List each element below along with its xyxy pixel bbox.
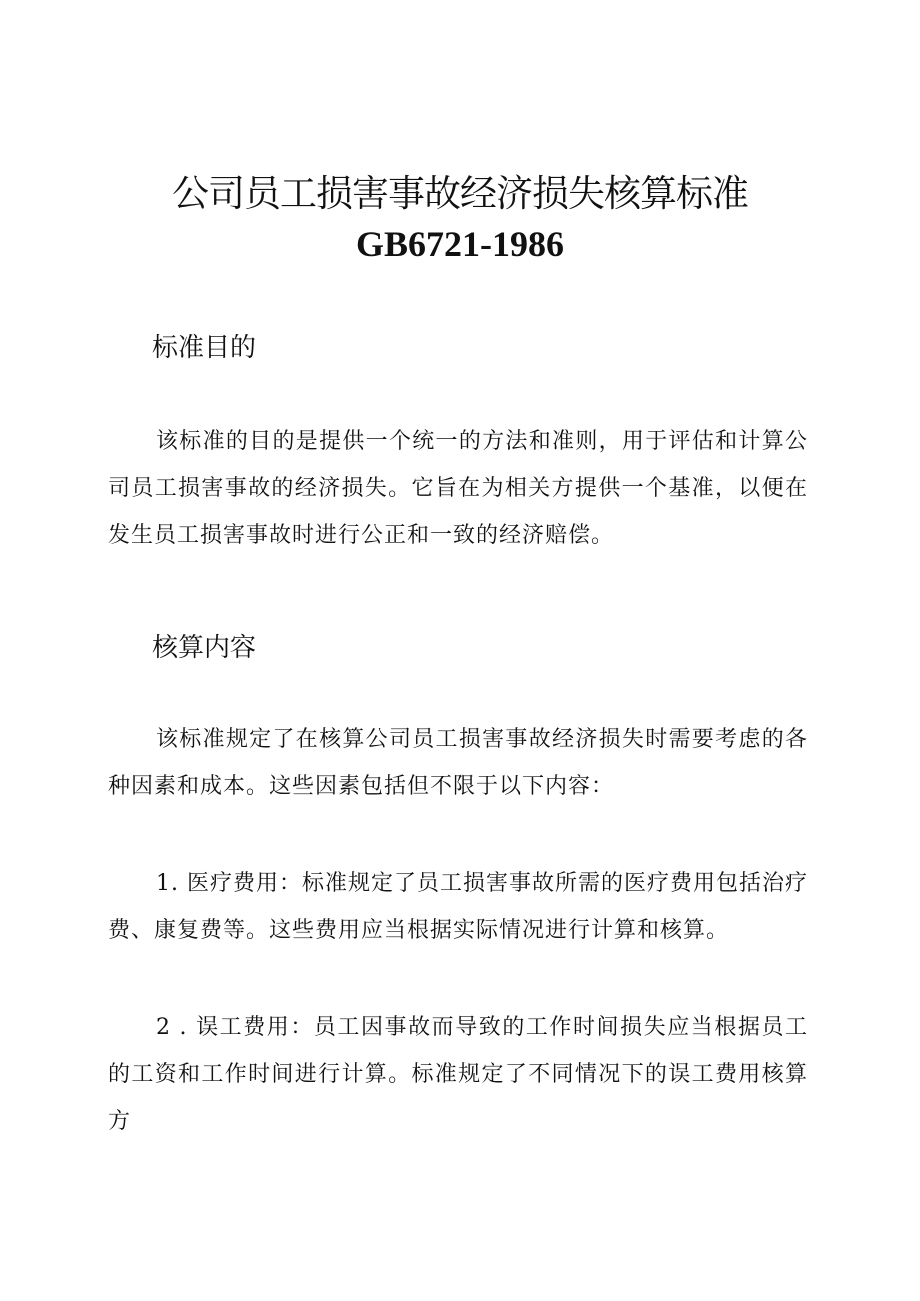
section-heading-purpose: 标准目的: [152, 333, 257, 363]
paragraph-lost-work-costs: 2 . 误工费用：员工因事故而导致的工作时间损失应当根据员工的工资和工作时间进行计算。标准规定了不同情况下的误工费用核算方: [108, 1015, 808, 1134]
paragraph-content-intro: 该标准规定了在核算公司员工损害事故经济损失时需要考虑的各种因素和成本。这些因素包括但不限于以下内容：: [108, 727, 808, 799]
document-standard-code: GB6721-1986: [355, 224, 564, 264]
document-title: 公司员工损害事故经济损失核算标准: [172, 172, 748, 215]
paragraph-purpose: 该标准的目的是提供一个统一的方法和准则，用于评估和计算公司员工损害事故的经济损失。它旨在为相关方提供一个基准，以便在发生员工损害事故时进行公正和一致的经济赔偿。: [108, 429, 808, 548]
paragraph-medical-costs: 1. 医疗费用：标准规定了员工损害事故所需的医疗费用包括治疗费、康复费等。这些费用应当根据实际情况进行计算和核算。: [108, 871, 808, 943]
section-heading-content: 核算内容: [152, 633, 257, 663]
